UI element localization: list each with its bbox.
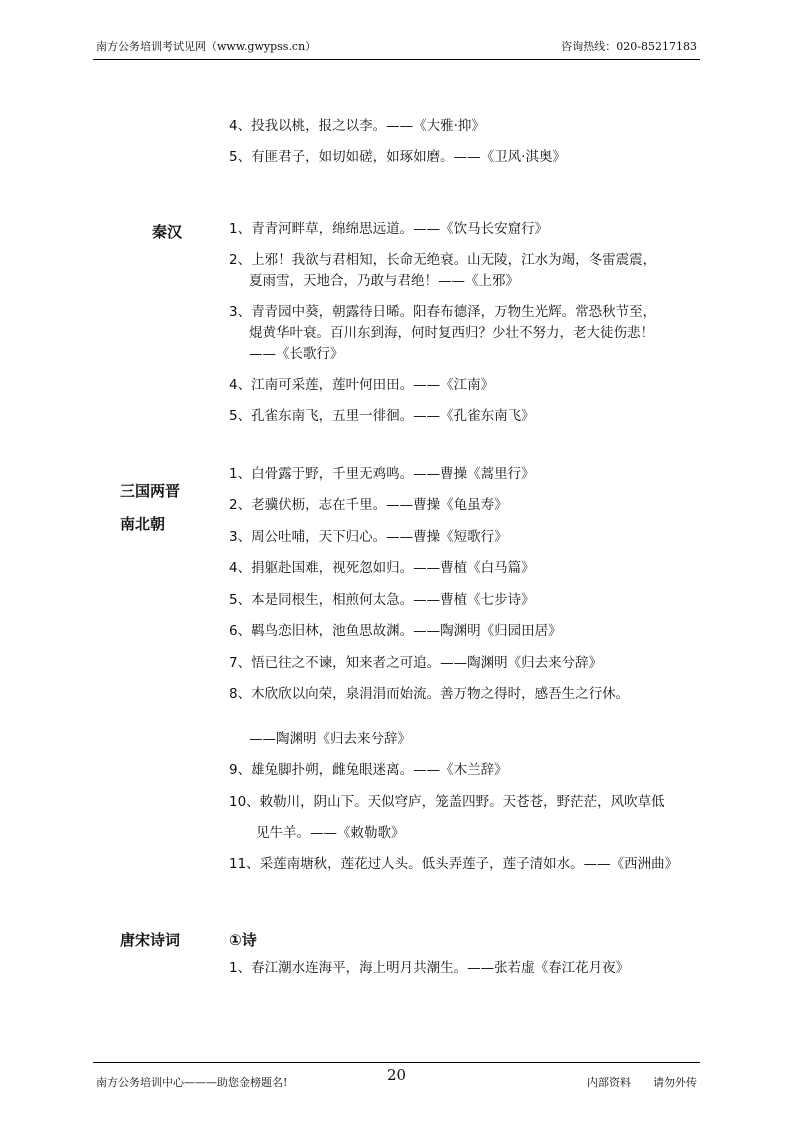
verse-line: 9、雄兔脚扑朔，雌兔眼迷离。——《木兰辞》 bbox=[229, 762, 508, 778]
verse-line: 10、敕勒川，阴山下。天似穹庐，笼盖四野。天苍苍，野茫茫，风吹草低 bbox=[229, 794, 665, 810]
section-heading-sanguo-liangjin: 三国两晋 bbox=[120, 482, 181, 500]
verse-line-continuation: 夏雨雪，天地合，乃敢与君绝！——《上邪》 bbox=[249, 273, 519, 289]
verse-line-continuation: ——陶渊明《归去来兮辞》 bbox=[249, 731, 411, 747]
verse-line: 3、青青园中葵，朝露待日晞。阳春布德泽，万物生光辉。常恐秋节至， bbox=[229, 304, 657, 320]
section-heading-qin-han: 秦汉 bbox=[152, 223, 183, 241]
header-hotline: 咨询热线：020-85217183 bbox=[561, 40, 697, 53]
verse-line: 11、采莲南塘秋，莲花过人头。低头弄莲子，莲子清如水。——《西洲曲》 bbox=[229, 856, 679, 872]
header-divider bbox=[93, 59, 700, 60]
verse-line: 3、周公吐哺，天下归心。——曹操《短歌行》 bbox=[229, 529, 508, 545]
verse-line-continuation: 焜黄华叶衰。百川东到海，何时复西归？少壮不努力，老大徒伤悲！ bbox=[249, 325, 654, 341]
verse-line: 1、白骨露于野，千里无鸡鸣。——曹操《蒿里行》 bbox=[229, 466, 535, 482]
verse-line-continuation: 见牛羊。——《敕勒歌》 bbox=[256, 825, 405, 841]
verse-line: 5、有匪君子，如切如磋，如琢如磨。——《卫风·淇奥》 bbox=[229, 149, 566, 165]
footer-divider bbox=[93, 1062, 700, 1063]
verse-line: 5、孔雀东南飞，五里一徘徊。——《孔雀东南飞》 bbox=[229, 408, 535, 424]
verse-line-continuation: ——《长歌行》 bbox=[249, 346, 344, 362]
verse-line: 6、羁鸟恋旧林，池鱼思故渊。——陶渊明《归园田居》 bbox=[229, 623, 562, 639]
section-heading-tang-song: 唐宋诗词 bbox=[120, 931, 181, 949]
verse-line: 5、本是同根生，相煎何太急。——曹植《七步诗》 bbox=[229, 592, 535, 608]
page-number: 20 bbox=[386, 1066, 407, 1084]
footer-notice: 内部资料 请勿外传 bbox=[587, 1076, 697, 1089]
verse-line: 7、悟已往之不谏，知来者之可追。——陶渊明《归去来兮辞》 bbox=[229, 655, 603, 671]
section-heading-nanbeichao: 南北朝 bbox=[120, 515, 166, 533]
verse-line: 1、青青河畔草，绵绵思远道。——《饮马长安窟行》 bbox=[229, 221, 549, 237]
subsection-heading-poems: ①诗 bbox=[229, 931, 257, 949]
header-site-name: 南方公务培训考试见网（www.gwypss.cn） bbox=[96, 40, 317, 53]
footer-slogan: 南方公务培训中心———助您金榜题名! bbox=[96, 1076, 288, 1089]
verse-line: 2、老骥伏枥，志在千里。——曹操《龟虽寿》 bbox=[229, 497, 508, 513]
verse-line: 4、江南可采莲，莲叶何田田。——《江南》 bbox=[229, 377, 495, 393]
verse-line: 1、春江潮水连海平，海上明月共潮生。——张若虚《春江花月夜》 bbox=[229, 960, 630, 976]
verse-line: 2、上邪！我欲与君相知，长命无绝衰。山无陵，江水为竭，冬雷震震， bbox=[229, 252, 657, 268]
verse-line: 4、投我以桃，报之以李。——《大雅·抑》 bbox=[229, 118, 485, 134]
verse-line: 8、木欣欣以向荣，泉涓涓而始流。善万物之得时，感吾生之行休。 bbox=[229, 686, 630, 702]
verse-line: 4、捐躯赴国难，视死忽如归。——曹植《白马篇》 bbox=[229, 560, 535, 576]
